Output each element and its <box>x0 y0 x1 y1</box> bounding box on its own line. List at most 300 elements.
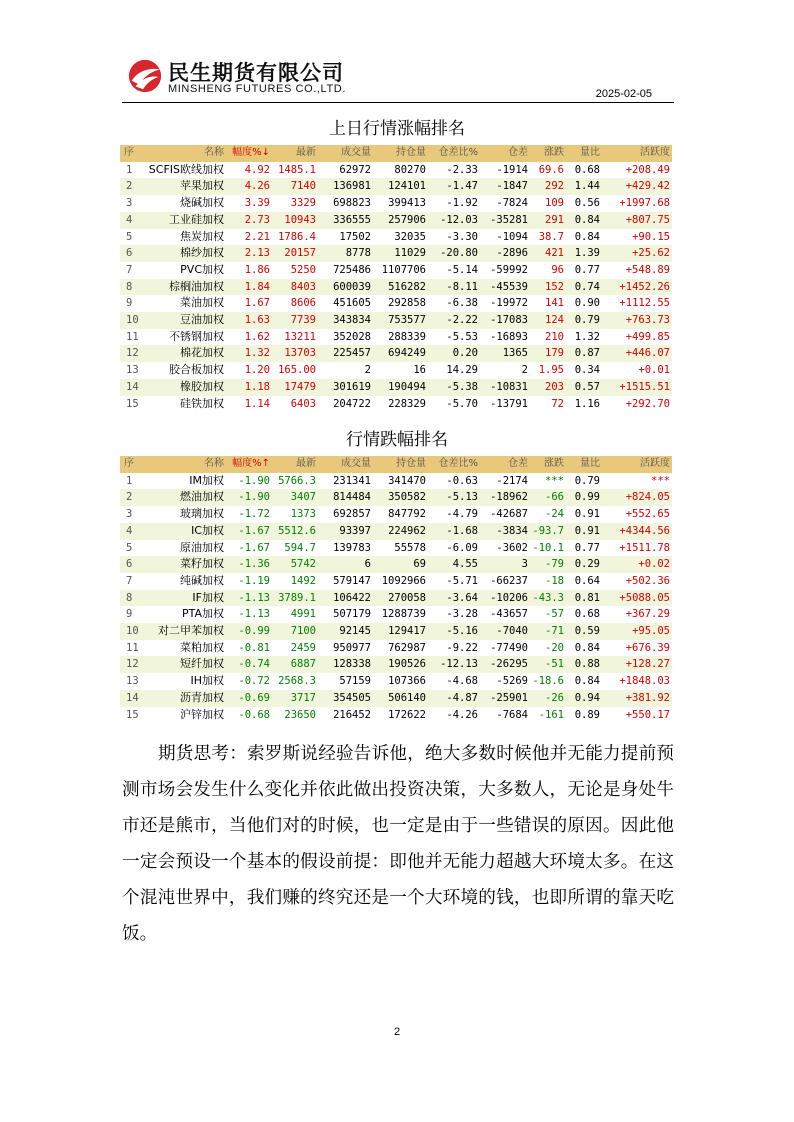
cell-oi-diff: -5269 <box>496 675 528 688</box>
cell-name: 短纤加权 <box>180 657 224 671</box>
cell-oi-diff: -66237 <box>490 574 528 587</box>
cell-last: 2459 <box>290 641 316 654</box>
cell-last: 20157 <box>284 247 316 260</box>
cell-last: 23650 <box>284 708 316 721</box>
cell-vol-ratio: 0.88 <box>574 658 600 671</box>
cell-idx: 8 <box>126 591 133 604</box>
cell-vol-ratio: 0.99 <box>574 491 600 504</box>
cell-chg: 1.20 <box>244 364 270 377</box>
cell-name: PVC加权 <box>180 262 224 276</box>
cell-name: 菜油加权 <box>180 296 224 310</box>
down-ranking-title: 行情跌幅排名 <box>346 430 448 450</box>
cell-oi-diff: 2 <box>521 364 528 377</box>
cell-oi-diff: -42687 <box>490 508 528 521</box>
cell-oi-diff-pct: -6.09 <box>446 541 478 554</box>
cell-idx: 12 <box>126 347 139 360</box>
cell-name: 不锈钢加权 <box>169 329 224 343</box>
column-header-name[interactable]: 名称 <box>142 456 226 473</box>
cell-idx: 5 <box>126 541 133 554</box>
cell-volume: 692857 <box>333 508 371 521</box>
cell-volume: 336555 <box>333 213 371 226</box>
cell-last: 5766.3 <box>278 474 316 487</box>
cell-volume: 352028 <box>333 330 371 343</box>
column-header-volume[interactable]: 成交量 <box>318 456 373 473</box>
cell-volume: 451605 <box>333 297 371 310</box>
cell-oi-diff-pct: 0.20 <box>452 347 478 360</box>
cell-idx: 13 <box>126 364 139 377</box>
cell-volume: 8778 <box>345 247 371 260</box>
cell-activity: +429.42 <box>625 180 670 193</box>
cell-activity: +1511.78 <box>619 541 670 554</box>
table-row <box>120 606 672 623</box>
cell-vol-ratio: 0.87 <box>574 347 600 360</box>
cell-last: 594.7 <box>284 541 316 554</box>
cell-chg: 1.14 <box>244 397 270 410</box>
column-header-chg[interactable]: 幅度%↓ <box>226 145 272 162</box>
cell-name: PTA加权 <box>181 607 224 621</box>
column-header-chg[interactable]: 幅度%↑ <box>226 456 272 473</box>
cell-name: 玻璃加权 <box>180 507 224 521</box>
cell-oi: 516282 <box>388 280 426 293</box>
cell-oi-diff-pct: -5.70 <box>446 397 478 410</box>
cell-last: 1373 <box>290 508 316 521</box>
cell-last: 6887 <box>290 658 316 671</box>
cell-oi-diff: -35281 <box>490 213 528 226</box>
cell-idx: 3 <box>126 197 133 210</box>
cell-chg: -1.90 <box>238 474 270 487</box>
cell-name: 原油加权 <box>180 540 224 554</box>
cell-oi-diff-pct: 14.29 <box>446 364 478 377</box>
cell-oi: 257906 <box>388 213 426 226</box>
brand-name-en: MINSHENG FUTURES CO.,LTD. <box>168 83 346 95</box>
column-header-volume[interactable]: 成交量 <box>318 145 373 162</box>
cell-last: 2568.3 <box>278 675 316 688</box>
cell-oi-diff-pct: -5.38 <box>446 380 478 393</box>
cell-oi-diff-pct: -9.22 <box>446 641 478 654</box>
cell-oi-diff: -59992 <box>490 263 528 276</box>
cell-activity: +5088.05 <box>619 591 670 604</box>
cell-vol-ratio: 0.79 <box>574 314 600 327</box>
cell-chg: -0.81 <box>238 641 270 654</box>
cell-last: 7100 <box>290 625 316 638</box>
cell-chg: -1.13 <box>238 591 270 604</box>
cell-volume: 6 <box>364 558 371 571</box>
cell-volume: 698823 <box>333 197 371 210</box>
cell-oi: 399413 <box>388 197 426 210</box>
cell-oi-diff: -77490 <box>490 641 528 654</box>
table-row <box>120 623 672 640</box>
table-row <box>120 295 672 312</box>
cell-last: 3407 <box>290 491 316 504</box>
cell-volume: 725486 <box>333 263 371 276</box>
table-row <box>120 396 672 413</box>
cell-vol-ratio: 0.84 <box>574 213 600 226</box>
cell-chg: -0.74 <box>238 658 270 671</box>
cell-oi-diff: -16893 <box>490 330 528 343</box>
cell-oi-diff-pct: -4.79 <box>446 508 478 521</box>
cell-name: 纯碱加权 <box>180 573 224 587</box>
cell-oi: 847792 <box>388 508 426 521</box>
column-header-activity[interactable]: 活跃度 <box>602 145 672 162</box>
cell-volume: 950977 <box>333 641 371 654</box>
cell-activity: +208.49 <box>625 163 670 176</box>
cell-change: 69.6 <box>538 163 564 176</box>
cell-activity: +676.39 <box>625 641 670 654</box>
cell-chg: 4.26 <box>244 180 270 193</box>
cell-change: -66 <box>545 491 564 504</box>
cell-activity: +552.65 <box>625 508 670 521</box>
table-row <box>120 540 672 557</box>
cell-oi-diff-pct: 4.55 <box>452 558 478 571</box>
column-header-idx[interactable]: 序 <box>120 145 142 162</box>
cell-idx: 3 <box>126 508 133 521</box>
cell-activity: +550.17 <box>625 708 670 721</box>
table-row <box>120 178 672 195</box>
cell-change: -57 <box>545 608 564 621</box>
cell-change: -93.7 <box>532 524 564 537</box>
table-row <box>120 556 672 573</box>
cell-vol-ratio: 0.84 <box>574 641 600 654</box>
cell-vol-ratio: 0.77 <box>574 541 600 554</box>
cell-idx: 8 <box>126 280 133 293</box>
table-row <box>120 707 672 724</box>
cell-chg: 1.86 <box>244 263 270 276</box>
cell-oi-diff: -1847 <box>496 180 528 193</box>
column-header-oi-diff-pct[interactable]: 仓差比% <box>428 456 480 473</box>
column-header-activity[interactable]: 活跃度 <box>602 456 672 473</box>
cell-oi-diff: -1094 <box>496 230 528 243</box>
cell-change: 96 <box>551 263 564 276</box>
cell-oi: 292858 <box>388 297 426 310</box>
cell-last: 13211 <box>284 330 316 343</box>
cell-change: *** <box>545 474 564 487</box>
cell-oi: 288339 <box>388 330 426 343</box>
cell-oi: 16 <box>413 364 426 377</box>
cell-vol-ratio: 0.34 <box>574 364 600 377</box>
cell-vol-ratio: 0.74 <box>574 280 600 293</box>
cell-name: 棕榈油加权 <box>169 279 224 293</box>
column-header-oi-diff[interactable]: 仓差 <box>480 145 530 162</box>
cell-name: 对二甲苯加权 <box>158 624 224 638</box>
cell-change: -26 <box>545 691 564 704</box>
cell-oi: 172622 <box>388 708 426 721</box>
cell-oi-diff-pct: -5.14 <box>446 263 478 276</box>
cell-name: 橡胶加权 <box>180 379 224 393</box>
cell-idx: 10 <box>126 314 139 327</box>
cell-oi-diff: -7824 <box>496 197 528 210</box>
cell-chg: 2.73 <box>244 213 270 226</box>
cell-chg: -0.68 <box>238 708 270 721</box>
column-header-change[interactable]: 涨跌 <box>530 456 566 473</box>
cell-oi: 1092966 <box>381 574 426 587</box>
table-row <box>120 362 672 379</box>
cell-change: 109 <box>545 197 564 210</box>
cell-name: IC加权 <box>191 523 224 537</box>
cell-change: -10.1 <box>532 541 564 554</box>
cell-oi-diff: -7040 <box>496 625 528 638</box>
cell-oi-diff: -17083 <box>490 314 528 327</box>
column-header-idx[interactable]: 序 <box>120 456 142 473</box>
cell-oi: 341470 <box>388 474 426 487</box>
table-row <box>120 523 672 540</box>
cell-name: SCFIS欧线加权 <box>148 162 224 176</box>
page-number: 2 <box>393 1026 401 1038</box>
cell-volume: 231341 <box>333 474 371 487</box>
cell-vol-ratio: 0.84 <box>574 675 600 688</box>
column-header-change[interactable]: 涨跌 <box>530 145 566 162</box>
cell-idx: 10 <box>126 625 139 638</box>
cell-change: 210 <box>545 330 564 343</box>
cell-oi-diff-pct: -5.71 <box>446 574 478 587</box>
cell-activity: +499.85 <box>625 330 670 343</box>
cell-activity: +1848.03 <box>619 675 670 688</box>
cell-activity: +90.15 <box>632 230 670 243</box>
cell-idx: 2 <box>126 491 133 504</box>
cell-vol-ratio: 0.91 <box>574 524 600 537</box>
table-row <box>120 195 672 212</box>
cell-volume: 204722 <box>333 397 371 410</box>
cell-oi-diff-pct: -12.13 <box>440 658 478 671</box>
cell-idx: 15 <box>126 708 139 721</box>
cell-change: -20 <box>545 641 564 654</box>
cell-idx: 11 <box>126 330 139 343</box>
column-header-oi[interactable]: 持仓量 <box>373 456 428 473</box>
cell-change: -24 <box>545 508 564 521</box>
cell-oi: 11029 <box>394 247 426 260</box>
cell-name: 焦炭加权 <box>180 229 224 243</box>
table-row <box>120 162 672 179</box>
table-row <box>120 473 672 490</box>
cell-last: 1492 <box>290 574 316 587</box>
cell-change: -79 <box>545 558 564 571</box>
cell-change: -71 <box>545 625 564 638</box>
cell-last: 3717 <box>290 691 316 704</box>
down-ranking-table <box>120 456 672 723</box>
cell-chg: -1.72 <box>238 508 270 521</box>
table-row <box>120 690 672 707</box>
cell-vol-ratio: 0.77 <box>574 263 600 276</box>
table-row <box>120 262 672 279</box>
cell-vol-ratio: 0.90 <box>574 297 600 310</box>
column-header-vol-ratio[interactable]: 量比 <box>566 145 602 162</box>
cell-idx: 6 <box>126 247 133 260</box>
cell-idx: 14 <box>126 691 139 704</box>
cell-oi: 190494 <box>388 380 426 393</box>
cell-vol-ratio: 0.64 <box>574 574 600 587</box>
cell-chg: 1.18 <box>244 380 270 393</box>
cell-name: 棉纱加权 <box>180 246 224 260</box>
cell-activity: +4344.56 <box>619 524 670 537</box>
cell-activity: +25.62 <box>632 247 670 260</box>
cell-change: 1.95 <box>538 364 564 377</box>
table-row <box>120 489 672 506</box>
cell-last: 10943 <box>284 213 316 226</box>
cell-oi-diff-pct: -6.38 <box>446 297 478 310</box>
cell-name: IF加权 <box>192 590 224 604</box>
cell-oi-diff: -10206 <box>490 591 528 604</box>
column-header-oi-diff-pct[interactable]: 仓差比% <box>428 145 480 162</box>
cell-vol-ratio: 0.68 <box>574 608 600 621</box>
cell-oi-diff: 1365 <box>502 347 528 360</box>
cell-chg: 1.32 <box>244 347 270 360</box>
cell-name: IM加权 <box>189 473 224 487</box>
cell-activity: +1515.51 <box>619 380 670 393</box>
cell-change: -43.3 <box>532 591 564 604</box>
cell-idx: 11 <box>126 641 139 654</box>
cell-last: 1485.1 <box>278 163 316 176</box>
cell-oi-diff: -26295 <box>490 658 528 671</box>
cell-oi-diff: -18962 <box>490 491 528 504</box>
table-row <box>120 656 672 673</box>
cell-name: 沥青加权 <box>180 690 224 704</box>
cell-chg: 1.67 <box>244 297 270 310</box>
cell-oi: 1288739 <box>381 608 426 621</box>
cell-oi-diff-pct: -1.92 <box>446 197 478 210</box>
cell-name: 苹果加权 <box>180 179 224 193</box>
cell-change: 152 <box>545 280 564 293</box>
cell-oi-diff-pct: -20.80 <box>440 247 478 260</box>
cell-chg: 1.84 <box>244 280 270 293</box>
cell-change: -51 <box>545 658 564 671</box>
cell-last: 5250 <box>290 263 316 276</box>
cell-chg: 2.21 <box>244 230 270 243</box>
cell-change: 203 <box>545 380 564 393</box>
cell-oi-diff-pct: -0.63 <box>446 474 478 487</box>
cell-idx: 4 <box>126 524 133 537</box>
cell-name: 沪锌加权 <box>180 707 224 721</box>
cell-activity: +763.73 <box>625 314 670 327</box>
table-row <box>120 312 672 329</box>
cell-vol-ratio: 0.68 <box>574 163 600 176</box>
cell-volume: 139783 <box>333 541 371 554</box>
cell-chg: -1.19 <box>238 574 270 587</box>
cell-activity: +128.27 <box>625 658 670 671</box>
cell-oi-diff: -10831 <box>490 380 528 393</box>
cell-vol-ratio: 0.81 <box>574 591 600 604</box>
column-header-last[interactable]: 最新 <box>272 456 318 473</box>
cell-oi-diff: -3834 <box>496 524 528 537</box>
cell-chg: 1.62 <box>244 330 270 343</box>
column-header-name[interactable]: 名称 <box>142 145 226 162</box>
cell-oi: 32035 <box>394 230 426 243</box>
cell-chg: -0.99 <box>238 625 270 638</box>
cell-idx: 7 <box>126 263 133 276</box>
cell-oi-diff-pct: -4.68 <box>446 675 478 688</box>
cell-volume: 62972 <box>339 163 371 176</box>
cell-name: 胶合板加权 <box>169 363 224 377</box>
cell-change: 421 <box>545 247 564 260</box>
cell-oi: 753577 <box>388 314 426 327</box>
table-header-row <box>120 145 672 162</box>
cell-vol-ratio: 0.91 <box>574 508 600 521</box>
cell-volume: 579147 <box>333 574 371 587</box>
cell-change: 292 <box>545 180 564 193</box>
cell-idx: 9 <box>126 297 133 310</box>
cell-oi-diff-pct: -2.33 <box>446 163 478 176</box>
cell-change: 291 <box>545 213 564 226</box>
cell-activity: +381.92 <box>625 691 670 704</box>
cell-oi-diff: -1914 <box>496 163 528 176</box>
minsheng-logo-icon <box>126 58 164 94</box>
cell-vol-ratio: 0.89 <box>574 708 600 721</box>
column-header-oi[interactable]: 持仓量 <box>373 145 428 162</box>
cell-name: IH加权 <box>190 674 224 688</box>
cell-volume: 2 <box>364 364 371 377</box>
brand-name-cn: 民生期货有限公司 <box>168 61 344 85</box>
cell-activity: +446.07 <box>625 347 670 360</box>
cell-chg: -1.67 <box>238 524 270 537</box>
cell-idx: 5 <box>126 230 133 243</box>
table-row <box>120 673 672 690</box>
table-row <box>120 329 672 346</box>
cell-oi-diff: -25901 <box>490 691 528 704</box>
page-header <box>122 52 674 103</box>
cell-vol-ratio: 1.39 <box>574 247 600 260</box>
cell-change: -161 <box>538 708 564 721</box>
cell-idx: 15 <box>126 397 139 410</box>
cell-oi-diff: -7684 <box>496 708 528 721</box>
cell-activity: +1452.26 <box>619 280 670 293</box>
cell-chg: 2.13 <box>244 247 270 260</box>
cell-oi: 270058 <box>388 591 426 604</box>
column-header-oi-diff[interactable]: 仓差 <box>480 456 530 473</box>
column-header-vol-ratio[interactable]: 量比 <box>566 456 602 473</box>
cell-last: 8606 <box>290 297 316 310</box>
cell-vol-ratio: 0.79 <box>574 474 600 487</box>
cell-idx: 12 <box>126 658 139 671</box>
cell-activity: +95.05 <box>632 625 670 638</box>
table-row <box>120 573 672 590</box>
cell-idx: 7 <box>126 574 133 587</box>
table-row <box>120 345 672 362</box>
cell-change: 179 <box>545 347 564 360</box>
cell-vol-ratio: 1.44 <box>574 180 600 193</box>
cell-chg: -0.72 <box>238 675 270 688</box>
cell-volume: 136981 <box>333 180 371 193</box>
cell-activity: +292.70 <box>625 397 670 410</box>
cell-last: 3789.1 <box>278 591 316 604</box>
cell-volume: 354505 <box>333 691 371 704</box>
cell-oi-diff-pct: -1.47 <box>446 180 478 193</box>
cell-oi: 1107706 <box>381 263 426 276</box>
cell-oi-diff: 3 <box>521 558 528 571</box>
cell-last: 5512.6 <box>278 524 316 537</box>
cell-name: 菜籽加权 <box>180 557 224 571</box>
column-header-last[interactable]: 最新 <box>272 145 318 162</box>
cell-oi: 228329 <box>388 397 426 410</box>
cell-volume: 216452 <box>333 708 371 721</box>
cell-last: 6403 <box>290 397 316 410</box>
cell-chg: -1.36 <box>238 558 270 571</box>
cell-oi: 224962 <box>388 524 426 537</box>
cell-oi: 107366 <box>388 675 426 688</box>
table-row <box>120 506 672 523</box>
cell-name: 烧碱加权 <box>180 196 224 210</box>
cell-oi-diff-pct: -3.30 <box>446 230 478 243</box>
cell-chg: -1.90 <box>238 491 270 504</box>
cell-idx: 4 <box>126 213 133 226</box>
cell-volume: 57159 <box>339 675 371 688</box>
table-row <box>120 245 672 262</box>
cell-volume: 343834 <box>333 314 371 327</box>
up-ranking-title: 上日行情涨幅排名 <box>329 119 465 139</box>
cell-oi-diff-pct: -4.87 <box>446 691 478 704</box>
cell-oi: 124101 <box>388 180 426 193</box>
cell-oi-diff: -13791 <box>490 397 528 410</box>
cell-oi-diff-pct: -3.28 <box>446 608 478 621</box>
cell-vol-ratio: 0.29 <box>574 558 600 571</box>
cell-oi-diff: -2174 <box>496 474 528 487</box>
